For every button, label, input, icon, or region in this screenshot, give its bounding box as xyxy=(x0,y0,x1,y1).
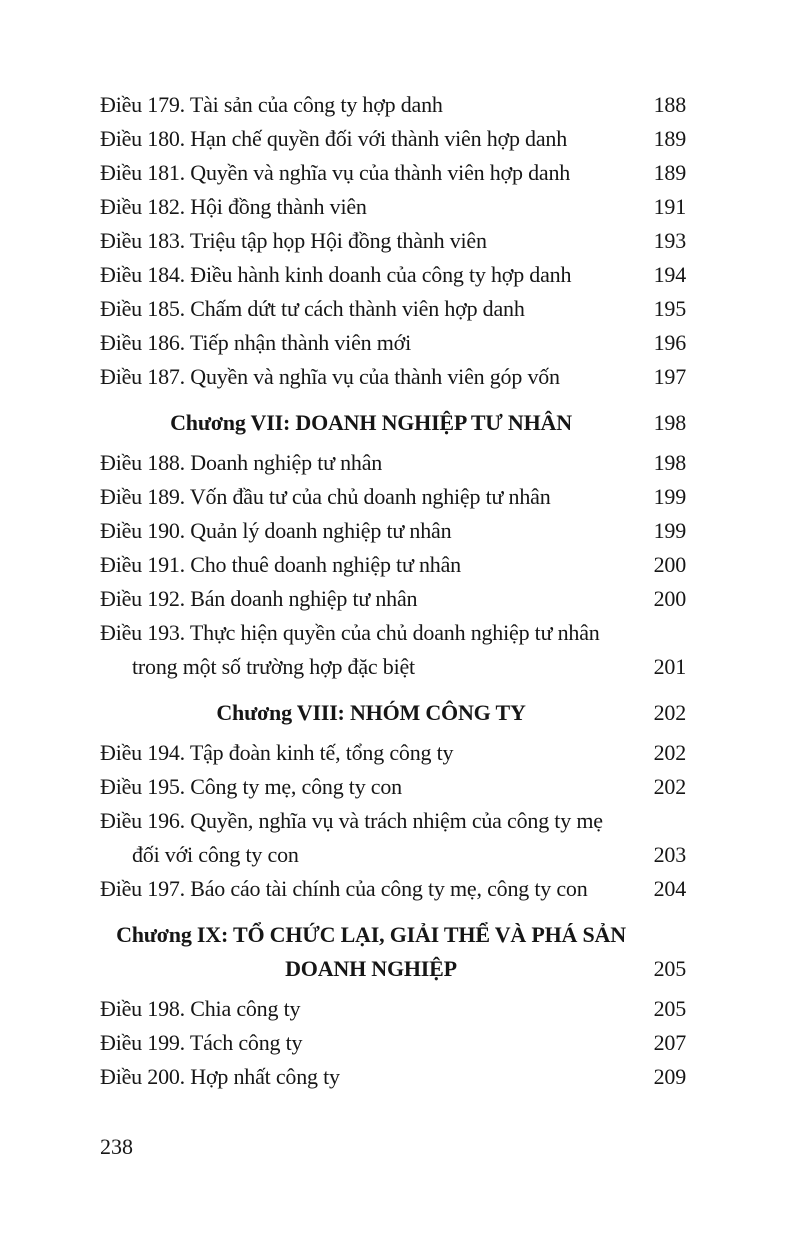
toc-entry-label: Điều 188. Doanh nghiệp tư nhân xyxy=(100,450,383,475)
toc-entry-row xyxy=(100,582,686,616)
toc-page-number: 207 xyxy=(653,1030,686,1055)
toc-page-number: 205 xyxy=(653,956,686,981)
toc-page-number: 189 xyxy=(653,126,686,151)
toc-entry-label: Điều 192. Bán doanh nghiệp tư nhân xyxy=(100,586,418,611)
toc-entry-row xyxy=(100,224,686,258)
toc-page-number: 202 xyxy=(653,700,686,725)
toc-entry-row xyxy=(100,804,686,872)
footer-page-number: 238 xyxy=(100,1134,133,1159)
toc-entry-label: Điều 198. Chia công ty xyxy=(100,996,301,1021)
toc-page-number: 204 xyxy=(653,876,686,901)
toc-entry-row xyxy=(100,258,686,292)
toc-entry-row xyxy=(100,156,686,190)
toc-entry-label: Điều 190. Quản lý doanh nghiệp tư nhân xyxy=(100,518,452,543)
toc-entry-label: Điều 186. Tiếp nhận thành viên mới xyxy=(100,330,411,355)
toc-chapter-row xyxy=(100,696,686,730)
toc-entry-row xyxy=(100,514,686,548)
toc-page-number: 198 xyxy=(653,410,686,435)
toc-entry-label: Điều 180. Hạn chế quyền đối với thành viên hợp danh xyxy=(100,126,568,151)
toc-page-number: 203 xyxy=(653,842,686,867)
toc-entry-row xyxy=(100,616,686,684)
toc-chapter-label: Chương VIII: NHÓM CÔNG TY xyxy=(216,700,526,725)
toc-page-number: 197 xyxy=(653,364,686,389)
toc-page-number: 188 xyxy=(653,92,686,117)
toc-chapter-label: Chương IX: TỔ CHỨC LẠI, GIẢI THỂ VÀ PHÁ SẢN DOANH NGHIỆP xyxy=(116,922,626,981)
toc-chapter-label: Chương VII: DOANH NGHIỆP TƯ NHÂN xyxy=(170,410,572,435)
toc-page-number: 209 xyxy=(653,1064,686,1089)
toc-entry-row xyxy=(100,190,686,224)
toc-entry-row xyxy=(100,292,686,326)
toc-page-number: 205 xyxy=(653,996,686,1021)
toc-page-number: 194 xyxy=(653,262,686,287)
toc-entry-label: Điều 179. Tài sản của công ty hợp danh xyxy=(100,92,443,117)
toc-page-number: 196 xyxy=(653,330,686,355)
toc-entry-label: Điều 199. Tách công ty xyxy=(100,1030,303,1055)
toc-entry-row xyxy=(100,446,686,480)
toc-entry-label: Điều 187. Quyền và nghĩa vụ của thành viên góp vốn xyxy=(100,364,560,389)
toc-chapter-row xyxy=(100,918,686,986)
toc-entry-label: Điều 189. Vốn đầu tư của chủ doanh nghiệp tư nhân xyxy=(100,484,551,509)
toc-entry-row xyxy=(100,88,686,122)
toc-entry-row xyxy=(100,360,686,394)
toc-entry-row xyxy=(100,1060,686,1094)
toc-entry-row xyxy=(100,770,686,804)
toc-entry-row xyxy=(100,1026,686,1060)
toc-entry-label: Điều 195. Công ty mẹ, công ty con xyxy=(100,774,402,799)
toc-entry-label: Điều 196. Quyền, nghĩa vụ và trách nhiệm của công ty mẹ đối với công ty con xyxy=(100,808,603,867)
toc-entry-row xyxy=(100,480,686,514)
toc-page-number: 198 xyxy=(653,450,686,475)
toc-entry-label: Điều 184. Điều hành kinh doanh của công ty hợp danh xyxy=(100,262,572,287)
toc-list xyxy=(100,88,686,1094)
toc-entry-label: Điều 182. Hội đồng thành viên xyxy=(100,194,367,219)
toc-page-number: 202 xyxy=(653,774,686,799)
toc-chapter-row xyxy=(100,406,686,440)
toc-entry-label: Điều 194. Tập đoàn kinh tế, tổng công ty xyxy=(100,740,454,765)
toc-page-number: 189 xyxy=(653,160,686,185)
toc-page-number: 202 xyxy=(653,740,686,765)
toc-page-number: 200 xyxy=(653,586,686,611)
toc-page-number: 201 xyxy=(653,654,686,679)
toc-page-number: 191 xyxy=(653,194,686,219)
toc-entry-row xyxy=(100,326,686,360)
toc-page-number: 193 xyxy=(653,228,686,253)
toc-page-number: 200 xyxy=(653,552,686,577)
toc-entry-label: Điều 197. Báo cáo tài chính của công ty mẹ, công ty con xyxy=(100,876,588,901)
toc-entry-row xyxy=(100,736,686,770)
toc-entry-label: Điều 183. Triệu tập họp Hội đồng thành viên xyxy=(100,228,487,253)
toc-entry-label: Điều 181. Quyền và nghĩa vụ của thành viên hợp danh xyxy=(100,160,571,185)
toc-entry-row xyxy=(100,548,686,582)
toc-page-number: 199 xyxy=(653,518,686,543)
toc-entry-row xyxy=(100,122,686,156)
toc-entry-label: Điều 193. Thực hiện quyền của chủ doanh nghiệp tư nhân trong một số trường hợp đặc biệt xyxy=(100,620,600,679)
toc-entry-label: Điều 191. Cho thuê doanh nghiệp tư nhân xyxy=(100,552,461,577)
toc-entry-row xyxy=(100,872,686,906)
toc-entry-label: Điều 200. Hợp nhất công ty xyxy=(100,1064,340,1089)
toc-entry-label: Điều 185. Chấm dứt tư cách thành viên hợp danh xyxy=(100,296,525,321)
toc-page-number: 199 xyxy=(653,484,686,509)
toc-page-number: 195 xyxy=(653,296,686,321)
toc-entry-row xyxy=(100,992,686,1026)
